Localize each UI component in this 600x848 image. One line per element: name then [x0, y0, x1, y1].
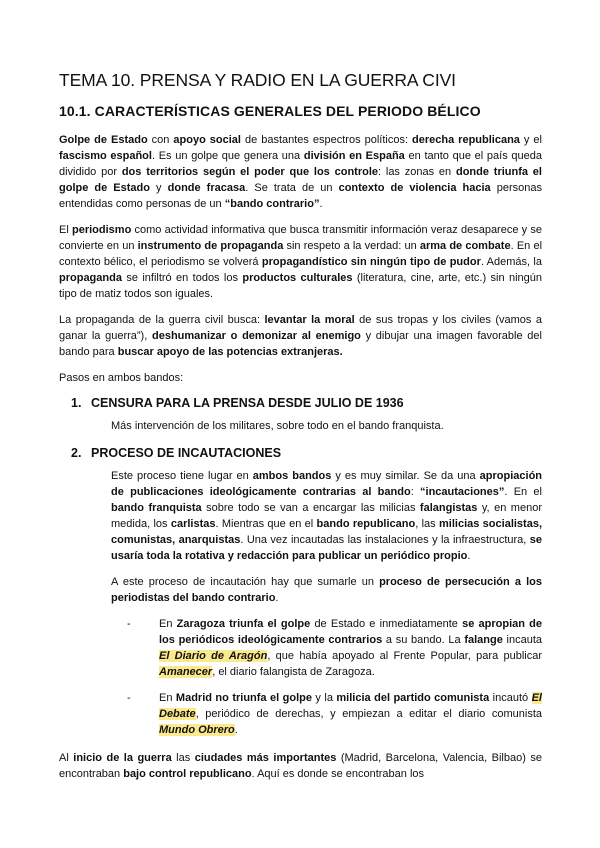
text-run: A este proceso de incautación hay que sumarle un	[111, 576, 380, 588]
closing-paragraph	[59, 750, 542, 782]
highlighted-title: Amanecer	[159, 666, 213, 678]
emphasis-text: donde fracasa	[167, 182, 246, 194]
emphasis-text: división en España	[303, 150, 405, 162]
emphasis-text: instrumento de propaganda	[137, 240, 284, 252]
emphasis-text: propagandístico sin ningún tipo de pudor	[261, 256, 481, 268]
section-2-heading: PROCESO DE INCAUTACIONES	[91, 446, 282, 460]
text-run: La propaganda de la guerra civil busca:	[59, 314, 265, 326]
bullet-zaragoza	[159, 616, 542, 680]
text-run: .	[275, 592, 279, 604]
section-2-paragraph-1	[111, 468, 542, 564]
text-run: y la	[311, 692, 337, 704]
text-run: en tanto que el país queda dividido por	[59, 150, 542, 178]
emphasis-text: periodismo	[72, 224, 132, 236]
text-run: . Además, la	[480, 256, 542, 268]
dash-bullet: -	[127, 618, 131, 630]
text-run: incautó	[489, 692, 532, 704]
emphasis-text: “incautaciones”	[420, 486, 505, 498]
list-item	[127, 690, 542, 738]
emphasis-text: propaganda	[59, 272, 122, 284]
text-run: . En el	[504, 486, 542, 498]
text-run: de sus tropas y los civiles (vamos a ganar la guerra”),	[59, 314, 542, 342]
section-1-heading: CENSURA PARA LA PRENSA DESDE JULIO DE 1936	[91, 396, 404, 410]
paragraph-1	[59, 132, 542, 212]
text-run: de Estado e inmediatamente	[310, 618, 463, 630]
text-run: como actividad informativa que busca transmitir información veraz desaparece y se convierte en un	[59, 224, 542, 252]
section-2-paragraph-2	[111, 574, 542, 606]
highlighted-title: Mundo Obrero	[159, 724, 235, 736]
text-run: , que había apoyado al Frente Popular, para publicar	[267, 650, 542, 662]
emphasis-text: milicia del partido comunista	[336, 692, 490, 704]
emphasis-text: bando franquista	[111, 502, 202, 514]
text-run: con	[147, 134, 174, 146]
emphasis-text: arma de combate	[419, 240, 511, 252]
paragraph-2	[59, 222, 542, 302]
emphasis-text: Golpe de Estado	[59, 134, 148, 146]
highlighted-title: El Diario de Aragón	[159, 650, 268, 662]
text-run: . Una vez incautadas las instalaciones y la infraestructura,	[240, 534, 530, 546]
emphasis-text: contexto de violencia hacia	[338, 182, 491, 194]
emphasis-text: donde triunfa el golpe de Estado	[59, 166, 542, 194]
emphasis-text: apropiación de publicaciones ideológicamente contrarias al bando	[111, 470, 543, 498]
text-run: , periódico de derechas, y empiezan a editar el diario comunista	[195, 708, 542, 720]
text-run: . Se trata de un	[245, 182, 339, 194]
paragraph-4	[59, 370, 542, 386]
emphasis-text: “bando contrario”	[224, 198, 320, 210]
text-run: y dibujar una imagen favorable del bando para	[59, 330, 542, 358]
text-run: (Madrid, Barcelona, Valencia, Bilbao) se encontraban	[59, 752, 542, 780]
text-run: , el diario falangista de Zaragoza.	[212, 666, 375, 678]
section-1	[71, 396, 542, 434]
emphasis-text: productos culturales	[242, 272, 353, 284]
text-run: sobre todo se van a encargar las milicias	[201, 502, 420, 514]
text-run: .	[467, 550, 471, 562]
emphasis-text: milicias socialistas, comunistas, anarquistas	[111, 518, 542, 546]
section-2	[71, 446, 543, 738]
dash-bullet: -	[127, 692, 131, 704]
section-2-number: 2.	[71, 446, 82, 460]
emphasis-text: carlistas	[170, 518, 216, 530]
text-run: : las zonas en	[378, 166, 456, 178]
text-run: Este proceso tiene lugar en	[111, 470, 253, 482]
text-run: En	[159, 692, 176, 704]
highlighted-title: El Debate	[159, 692, 542, 720]
emphasis-text: levantar la moral	[264, 314, 355, 326]
emphasis-text: se usaría toda la rotativa y redacción para publicar un periódico propio	[111, 534, 542, 562]
text-run: Más intervención de los militares, sobre todo en el bando franquista.	[111, 420, 444, 432]
emphasis-text: dos territorios según el poder que los controle	[121, 166, 378, 178]
text-run: y el	[519, 134, 542, 146]
text-run: , las	[415, 518, 439, 530]
text-run: y es muy similar. Se da una	[331, 470, 480, 482]
emphasis-text: proceso de persecución a los periodistas del bando contrario	[111, 576, 542, 604]
text-run: y	[149, 182, 168, 194]
page-title: TEMA 10. PRENSA Y RADIO EN LA GUERRA CIVI	[59, 70, 456, 90]
emphasis-text: ciudades más importantes	[194, 752, 337, 764]
emphasis-text: falangistas	[419, 502, 478, 514]
bullet-madrid	[159, 690, 542, 738]
emphasis-text: falange	[464, 634, 503, 646]
emphasis-text: Madrid no triunfa el golpe	[175, 692, 312, 704]
text-run: y, en menor medida, los	[111, 502, 542, 530]
text-run: de bastantes espectros políticos:	[240, 134, 412, 146]
text-run: En	[159, 618, 177, 630]
text-run: .	[234, 724, 238, 736]
document-page	[59, 70, 542, 792]
text-run: personas entendidas como personas de un	[59, 182, 542, 210]
emphasis-text: deshumanizar o demonizar al enemigo	[151, 330, 361, 342]
emphasis-text: apoyo social	[173, 134, 241, 146]
text-run: (literatura, cine, arte, etc.) sin ningún tipo de matiz todos son iguales.	[59, 272, 542, 300]
text-run: El	[59, 224, 72, 236]
list-item	[127, 616, 543, 680]
text-run: sin respeto a la verdad: un	[283, 240, 420, 252]
paragraph-3	[59, 312, 542, 360]
text-run: Al	[59, 752, 74, 764]
emphasis-text: se apropian de los periódicos ideológicamente contrarios	[159, 618, 543, 646]
text-run: . En el contexto bélico, el periodismo se volverá	[59, 240, 543, 268]
emphasis-text: inicio de la guerra	[73, 752, 172, 764]
text-run: se infiltró en todos los	[121, 272, 243, 284]
text-run: :	[410, 486, 421, 498]
section-1-number: 1.	[71, 396, 82, 410]
section-2-bullet-list	[111, 616, 542, 738]
text-run: Pasos en ambos bandos:	[59, 372, 184, 384]
section-1-paragraph	[111, 418, 542, 434]
text-run: . Es un golpe que genera una	[151, 150, 304, 162]
emphasis-text: buscar apoyo de las potencias extranjeras.	[117, 346, 343, 358]
emphasis-text: ambos bandos	[252, 470, 332, 482]
text-run: . Mientras que en el	[215, 518, 317, 530]
text-run: . Aquí es donde se encontraban los	[251, 768, 425, 780]
section-subtitle: 10.1. CARACTERÍSTICAS GENERALES DEL PERIODO BÉLICO	[59, 103, 481, 119]
text-run: las	[171, 752, 195, 764]
emphasis-text: bajo control republicano	[123, 768, 252, 780]
emphasis-text: derecha republicana	[412, 134, 520, 146]
emphasis-text: bando republicano	[316, 518, 416, 530]
emphasis-text: Zaragoza triunfa el golpe	[176, 618, 311, 630]
text-run: a su bando. La	[382, 634, 465, 646]
emphasis-text: fascismo español	[59, 150, 152, 162]
text-run: incauta	[502, 634, 542, 646]
text-run: .	[319, 198, 323, 210]
